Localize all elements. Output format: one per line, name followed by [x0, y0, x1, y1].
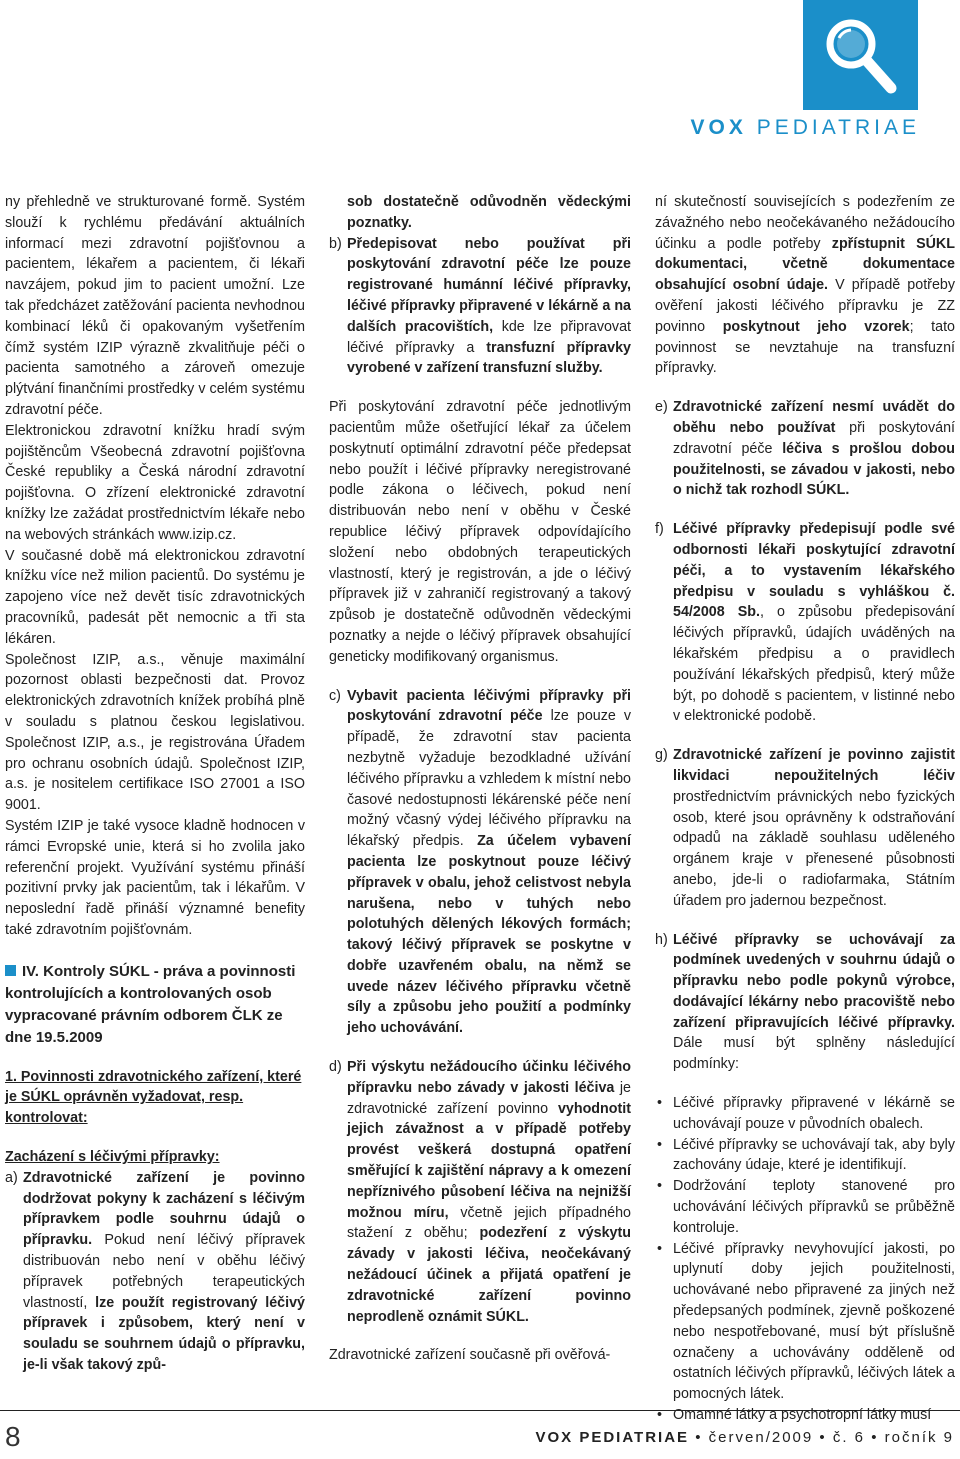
bullet-item: • Omamné látky a psychotropní látky musí [655, 1405, 955, 1426]
paragraph: ny přehledně ve strukturované formě. Systém slouží k rychlému předávání aktuálních informací mezi zdravotní pojišťovnou a pacientem, lékařem a pacientem, či lékaři navzájem, pokud jim to pacient umožní. Lze tak předcházet zatěžování pacienta nevhodnou kombinací léků či opakovaným vyšetřením čímž systém IZIP výrazně zkvalitňuje péči o pacienta samotného a zároveň omezuje plýtvání finančními prostředky v celém systému zdravotní péče. [5, 194, 305, 418]
brand-title: VOX PEDIATRIAE [690, 116, 920, 139]
paragraph: Zdravotnické zařízení současně při ověřová- [329, 1347, 611, 1364]
footer-info: VOX PEDIATRIAE • červen/2009 • č. 6 • ročník 9 [535, 1429, 954, 1446]
subheading: Zacházení s léčivými přípravky: [5, 1149, 220, 1166]
paragraph: Systém IZIP je také vysoce kladně hodnocen v rámci Evropské unie, která si ho zvolila jako referenční projekt. Využívání systému přináší pozitivní prvky jak pacientům, tak i lékařům. V neposlední řadě přináší významné benefity také zdravotním pojišťovnám. [5, 817, 305, 938]
list-item: c) Vybavit pacienta léčivými přípravky při poskytování zdravotní péče lze pouze v případě, že zdravotní stav pacienta nezbytně vyžaduje bezodkladné užívání léčivého přípravku a vzhledem k místní nebo časové nedostupnosti lékárenské péče není možný včasný výdej léčivého přípravku na lékařský předpis. Za účelem vybavení pacienta lze poskytnout pouze léčivý přípravek v obalu, jehož celistvost nebyla narušena, nebo v tuhých nebo polotuhých dělených lékových formách; takový léčivý přípravek se poskytne v dobře uzavřeném obalu, na němž se uvede název léčivého přípravku včetně síly a způsobu jeho použití a podmínky jeho uchovávání. [329, 687, 631, 1037]
section-heading: IV. Kontroly SÚKL - práva a povinnosti kontrolujících a kontrolovaných osob vypracované právním odborem ČLK ze dne 19.5.2009 [5, 962, 296, 1046]
paragraph: V současné době má elektronickou zdravotní knížku více než milion pacientů. Do systému je zapojeno více než devět tisíc zdravotnických pracovníků, padesát pět nemocnic a tři sta lékáren. [5, 547, 305, 647]
paragraph: Při poskytování zdravotní péče jednotlivým pacientům může ošetřující lékař za účelem poskytnutí optimální zdravotní péče předepsat nebo použít i léčivé přípravky neregistrované podle zákona o léčivech, pokud není distribuován nebo není v oběhu v České republice léčivý přípravek odpovídajícího složení nebo obdobných terapeutických vlastností, který je registrován, a jde o léčivý přípravek již v zahraničí registrovaný a takový způsob je dostatečně odůvodněn vědeckými poznatky a nejde o léčivý přípravek obsahující geneticky modifikovaný organismus. [329, 399, 631, 665]
column-1 [5, 192, 305, 1376]
page-number: 8 [5, 1421, 21, 1452]
list-item: d) Při výskytu nežádoucího účinku léčivého přípravku nebo závady v jakosti léčiva je zdravotnické zařízení povinno vyhodnotit jejich závažnost a v případě potřeby provést veškerá dostupná opatření směřující k zajištění nápravy a k omezení nepříznivého působení léčiva na nejnižší možnou míru, včetně jejich případného stažení z oběhu; podezření z výskytu závady v jakosti léčiva, neočekávaný nežádoucí účinek a přijatá opatření je zdravotnické zařízení povinno neprodleně oznámit SÚKL. [329, 1059, 631, 1325]
list-item: g) Zdravotnické zařízení je povinno zajistit likvidaci nepoužitelných léčiv prostřednictvím právnických nebo fyzických osob, které jsou oprávněny k odstraňování odpadů na základě souhlasu uděleného orgánem kraje v přenesené působnosti anebo, jde-li o radiofarmaka, Státním úřadem pro jadernou bezpečnost. [655, 747, 955, 909]
paragraph: sob dostatečně odůvodněn vědeckými poznatky. [347, 194, 631, 231]
column-2 [329, 192, 631, 1366]
list-item: h) Léčivé přípravky se uchovávají za podmínek uvedených v souhrnu údajů o přípravku nebo podle pokynů výrobce, dodávající lékárny nebo pracoviště nebo zařízení připravujících léčivé přípravky. Dále musí být splněny následující podmínky: [655, 931, 955, 1073]
list-item: e) Zdravotnické zařízení nesmí uvádět do oběhu nebo používat při poskytování zdravotní péče léčiva s prošlou dobou použitelnosti, se závadou v jakosti, nebo o nichž tak rozhodl SÚKL. [655, 399, 956, 499]
list-item: f) Léčivé přípravky předepisují podle své odbornosti lékaři poskytující zdravotní péči, a to vystavením lékařského předpisu v souladu s vyhláškou č. 54/2008 Sb., o způsobu předepisování léčivých přípravků, údajích uváděných na lékařském předpisu a o pravidlech používání lékařských předpisů, který může být, po dohodě s pacientem, v listinné nebo v elektronické podobě. [655, 521, 955, 725]
paragraph: Společnost IZIP, a.s., věnuje maximální pozornost oblasti bezpečnosti dat. Provoz elektronických zdravotních knížek probíhá plně v souladu s platnou českou legislativou. Společnost IZIP, a.s., je registrována Úřadem pro ochranu osobních údajů. Společnost IZIP, a.s. je nositelem certifikace ISO 27001 a ISO 9001. [5, 651, 305, 814]
bullet-item: • Léčivé přípravky se uchovávají tak, aby byly zachovány údaje, které je identifikují. [655, 1135, 955, 1177]
square-bullet-icon [5, 965, 16, 976]
bullet-item: • Léčivé přípravky nevyhovující jakosti, po uplynutí doby jejich použitelnosti, uchovávané nebo připravené za jiných než předepsaných podmínek, zjevně poškozené nebo nespotřebované, musí být příslušně označeny a uchovávány odděleně od ostatních léčivých přípravků, léčivých látek a pomocných látek. [655, 1239, 955, 1405]
bullet-item: • Dodržování teploty stanovené pro uchovávání léčivých přípravků se průběžně kontroluje. [655, 1176, 955, 1238]
paragraph: ní skutečností souvisejících s podezřením ze závažného nebo neočekávaného nežádoucího účinku a podle potřeby zpřístupnit SÚKL dokumentaci, včetně dokumentace obsahující osobní údaje. V případě potřeby ověření jakosti léčivého přípravku je ZZ povinno poskytnout jeho vzorek; tato povinnost se nevztahuje na transfuzní přípravky. [655, 194, 955, 377]
footer-rule [0, 1410, 960, 1411]
logo [803, 0, 918, 110]
list-item: a) Zdravotnické zařízení je povinno dodržovat pokyny k zacházení s léčivým přípravkem podle souhrnu údajů o přípravku. Pokud není léčivý přípravek distribuován nebo není v oběhu léčivý přípravek potřebných terapeutických vlastností, lze použít registrovaný léčivý přípravek i způsobem, který není v souladu se souhrnem údajů o přípravku, je-li však takový způ- [5, 1169, 305, 1374]
bullet-list [655, 1093, 955, 1426]
magnifier-icon [817, 12, 905, 100]
paragraph: Elektronickou zdravotní knížku hradí svým pojištěncům Všeobecná zdravotní pojišťovna České republiky a Česká národní zdravotní pojišťovna. O zřízení elektronické zdravotní knížky lze zažádat prostřednictvím lékaře nebo na webových stránkách www.izip.cz. [5, 422, 305, 543]
bullet-item: • Léčivé přípravky připravené v lékárně se uchovávají pouze v původních obalech. [655, 1093, 955, 1135]
column-3 [655, 192, 955, 1426]
subheading: 1. Povinnosti zdravotnického zařízení, které je SÚKL oprávněn vyžadovat, resp. kontrolovat: [5, 1068, 302, 1127]
list-item: b) Předepisovat nebo používat při poskytování zdravotní péče lze pouze registrované humánní léčivé přípravky, léčivé přípravky připravené v lékárně a na dalších pracovištích, kde lze připravovat léčivé přípravky a transfuzní přípravky vyrobené v zařízení transfuzní služby. [329, 235, 631, 377]
